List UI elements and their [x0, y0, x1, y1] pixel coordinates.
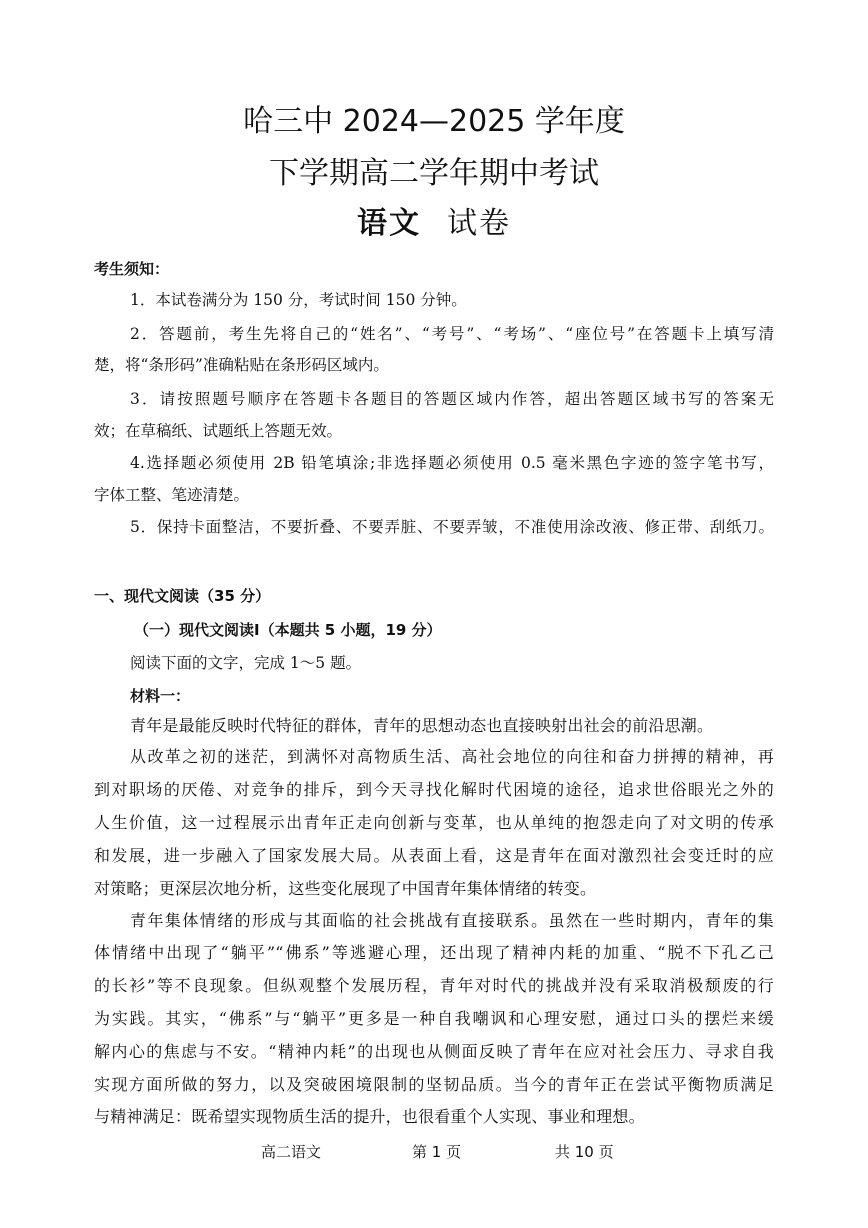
paragraph-line: 青年集体情绪的形成与其面临的社会挑战有直接联系。虽然在一些时期内，青年的集	[130, 911, 774, 930]
paragraph-line: 解内心的焦虑与不安。“精神内耗”的出现也从侧面反映了青年在应对社会压力、寻求自我	[94, 1042, 774, 1061]
section-title: 一、现代文阅读（35 分）	[94, 587, 271, 605]
paragraph-line: 到对职场的厌倦、对竞争的排斥，到今天寻找化解时代困境的途径，追求世俗眼光之外的	[94, 780, 774, 799]
material-label: 材料一：	[130, 687, 191, 705]
notice-line: 1．本试卷满分为 150 分，考试时间 150 分钟。	[130, 291, 467, 309]
paragraph-line: 从改革之初的迷茫，到满怀对高物质生活、高社会地位的向往和奋力拼搏的精神，再	[130, 747, 774, 766]
notice-line: 5．保持卡面整洁，不要折叠、不要弄脏、不要弄皱，不准使用涂改液、修正带、刮纸刀。	[130, 518, 774, 536]
paragraph-line: 与精神满足：既希望实现物质生活的提升，也很看重个人实现、事业和理想。	[94, 1107, 645, 1126]
notice-line: 效；在草稿纸、试题纸上答题无效。	[94, 422, 343, 440]
footer-page-number: 第 1 页	[412, 1143, 462, 1161]
section-subtitle: （一）现代文阅读Ⅰ（本题共 5 小题，19 分）	[134, 621, 442, 639]
exam-title-line2: 下学期高二学年期中考试	[269, 156, 599, 191]
paragraph-line: 体情绪中出现了“躺平”“佛系”等逃避心理，还出现了精神内耗的加重、“脱不下孔乙己	[94, 943, 774, 962]
paragraph-line: 对策略；更深层次地分析，这些变化展现了中国青年集体情绪的转变。	[94, 879, 597, 898]
notice-line: 楚，将“条形码”准确粘贴在条形码区域内。	[94, 356, 389, 374]
notice-line: 2．答题前，考生先将自己的“姓名”、“考号”、“考场”、“座位号”在答题卡上填写清	[130, 325, 774, 343]
subject-name: 语文	[357, 206, 421, 241]
exam-title-line1: 哈三中 2024—2025 学年度	[243, 104, 625, 139]
paragraph-line: 的长衫”等不良现象。但纵观整个发展历程，青年对时代的挑战并没有采取消极颓废的行	[94, 976, 774, 995]
reading-instruction: 阅读下面的文字，完成 1～5 题。	[130, 654, 362, 672]
notice-line: 字体工整、笔迹清楚。	[94, 486, 250, 504]
footer-page-total: 共 10 页	[555, 1143, 614, 1161]
notice-line: 3．请按照题号顺序在答题卡各题目的答题区域内作答，超出答题区域书写的答案无	[130, 390, 774, 408]
paragraph-line: 和发展，进一步融入了国家发展大局。从表面上看，这是青年在面对激烈社会变迁时的应	[94, 846, 774, 865]
paragraph-line: 为实践。其实，“佛系”与“躺平”更多是一种自我嘲讽和心理安慰，通过口头的摆烂来缓	[94, 1009, 774, 1028]
notice-line: 4.选择题必须使用 2B 铅笔填涂;非选择题必须使用 0.5 毫米黑色字迹的签字笔书写，	[130, 454, 774, 472]
paper-label: 试卷	[447, 206, 511, 241]
exam-subject-title	[0, 206, 868, 242]
footer-course: 高二语文	[261, 1143, 322, 1161]
notice-heading: 考生须知：	[94, 260, 170, 278]
paragraph-line: 实现方面所做的努力，以及突破困境限制的坚韧品质。当今的青年正在尝试平衡物质满足	[94, 1075, 774, 1094]
paragraph-line: 人生价值，这一过程展示出青年正走向创新与变革，也从单纯的抱怨走向了对文明的传承	[94, 813, 774, 832]
paragraph-line: 青年是最能反映时代特征的群体，青年的思想动态也直接映射出社会的前沿思潮。	[130, 716, 714, 735]
